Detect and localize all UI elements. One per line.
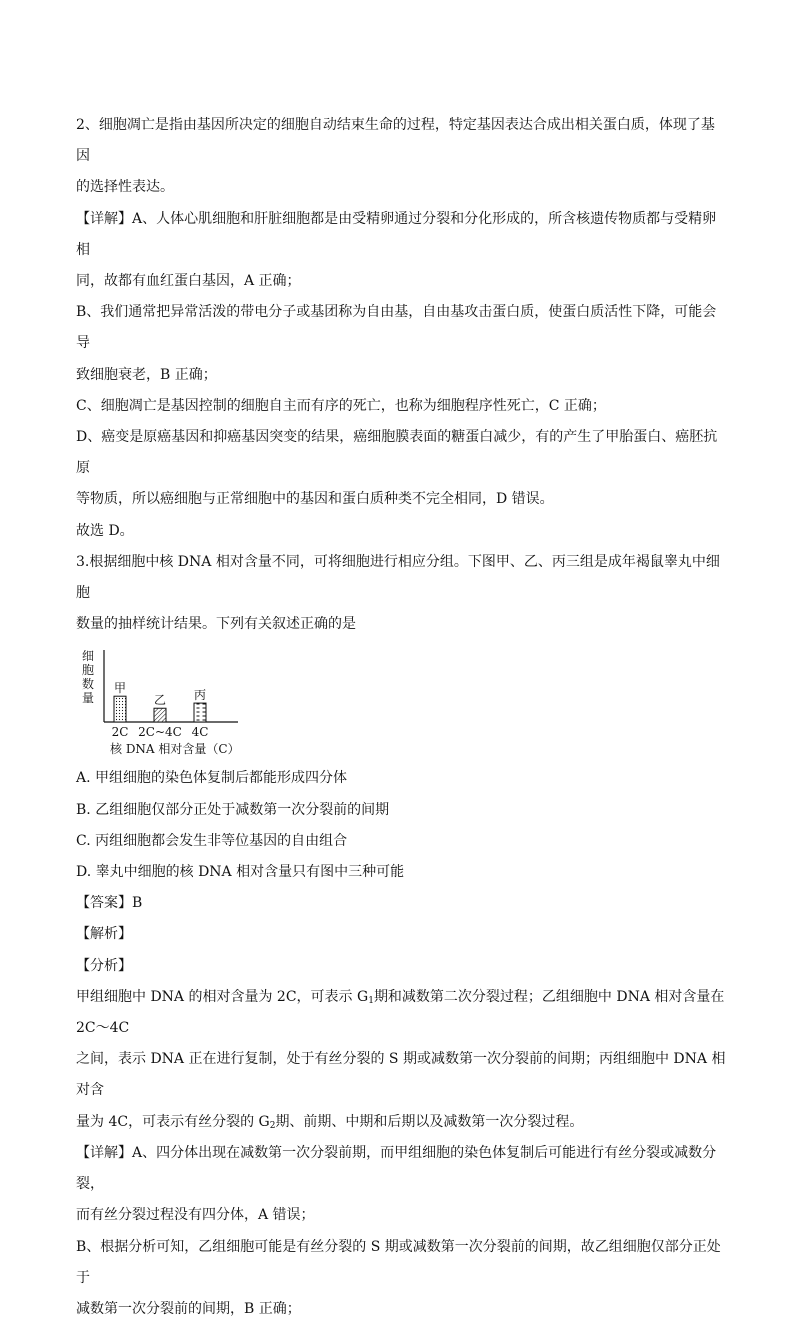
analysis-text: 期、前期、中期和后期以及减数第一次分裂过程。 [275,1113,584,1130]
y-axis-label-char: 数 [81,677,95,692]
q3-option-b: B. 乙组细胞仅部分正处于减数第一次分裂前的间期 [76,801,390,818]
bar-label: 乙 [153,693,167,708]
q3-option-c: C. 丙组细胞都会发生非等位基因的自由组合 [76,832,348,849]
bar-2C~4C [154,709,166,723]
bar-2C [114,697,126,723]
q3-analysis-line-1 [76,982,726,1044]
subscript: 1 [368,995,374,1006]
q3-jiexi-heading: 【解析】 [76,926,132,943]
bar-label: 甲 [113,681,127,696]
analysis-text: 期和减数第二次分裂过程；乙组细胞中 DNA 相对含量在 2C～4C [76,988,725,1037]
q2-detail-line-3: B、我们通常把异常活泼的带电分子或基团称为自由基，自由基攻击蛋白质，使蛋白质活性下降，可能会导 [76,304,717,352]
q2-detail-line-1: 【详解】A、人体心肌细胞和肝脏细胞都是由受精卵通过分裂和分化形成的，所含核遗传物质都与受精卵相 [76,210,717,258]
subscript: 2 [269,1120,276,1131]
q3-detail-line-1: 【详解】A、四分体出现在减数第一次分裂前期，而甲组细胞的染色体复制后可能进行有丝分裂或减数分裂， [76,1144,717,1193]
analysis-text: 甲组细胞中 DNA 的相对含量为 2C，可表示 G [76,988,369,1005]
q3-stem-line-2: 数量的抽样统计结果。下列有关叙述正确的是 [76,616,356,633]
q2-detail-line-7: 等物质，所以癌细胞与正常细胞中的基因和蛋白质种类不完全相同，D 错误。 [76,491,554,508]
q2-detail-line-2: 同，故都有血红蛋白基因，A 正确； [76,273,301,290]
analysis-text: 量为 4C，可表示有丝分裂的 G [76,1113,270,1130]
x-tick-label: 2C [111,725,129,740]
q3-analysis-line-2: 之间，表示 DNA 正在进行复制，处于有丝分裂的 S 期或减数第一次分裂前的间期；丙组细胞中 DNA 相对含 [76,1051,726,1099]
q2-conclusion: 故选 D。 [76,522,134,539]
y-axis-label-char: 量 [81,691,95,706]
bar-4C [194,704,206,723]
q3-detail-line-4: 减数第一次分裂前的间期，B 正确； [76,1300,301,1317]
x-axis-label: 核 DNA 相对含量（C） [110,742,240,757]
chart-svg [76,646,276,759]
q2-detail-line-4: 致细胞衰老，B 正确； [76,366,217,383]
q2-detail-line-5: C、细胞凋亡是基因控制的细胞自主而有序的死亡，也称为细胞程序性死亡，C 正确； [76,397,606,414]
x-tick-label: 2C~4C [138,725,182,740]
q3-analysis-line-3 [76,1107,726,1138]
bar-label: 丙 [193,688,207,703]
q3-detail-line-3: B、根据分析可知，乙组细胞可能是有丝分裂的 S 期或减数第一次分裂前的间期，故乙组细胞仅部分正处于 [76,1238,721,1286]
q3-stem-line-1: 3.根据细胞中核 DNA 相对含量不同，可将细胞进行相应分组。下图甲、乙、丙三组是成年褐鼠睾丸中细胞 [76,553,720,602]
y-axis-label-char: 细 [81,649,95,664]
q2-detail-line-6: D、癌变是原癌基因和抑癌基因突变的结果，癌细胞膜表面的糖蛋白减少，有的产生了甲胎蛋白、癌胚抗原 [76,429,718,477]
document-content [76,110,726,1325]
q2-analysis-line-2: 的选择性表达。 [76,179,174,196]
q3-bar-chart [76,646,276,759]
q3-fenxi-heading: 【分析】 [76,957,132,974]
q3-option-d: D. 睾丸中细胞的核 DNA 相对含量只有图中三种可能 [76,864,405,881]
q3-answer: 【答案】B [76,895,143,912]
y-axis-label-char: 胞 [81,663,95,678]
q3-option-a: A. 甲组细胞的染色体复制后都能形成四分体 [76,770,348,787]
q3-detail-line-2: 而有丝分裂过程没有四分体，A 错误； [76,1207,315,1224]
q2-analysis-line-1: 2、细胞凋亡是指由基因所决定的细胞自动结束生命的过程，特定基因表达合成出相关蛋白质，体现了基因 [76,117,715,165]
chart-text [82,649,240,756]
x-tick-label: 4C [191,725,209,740]
